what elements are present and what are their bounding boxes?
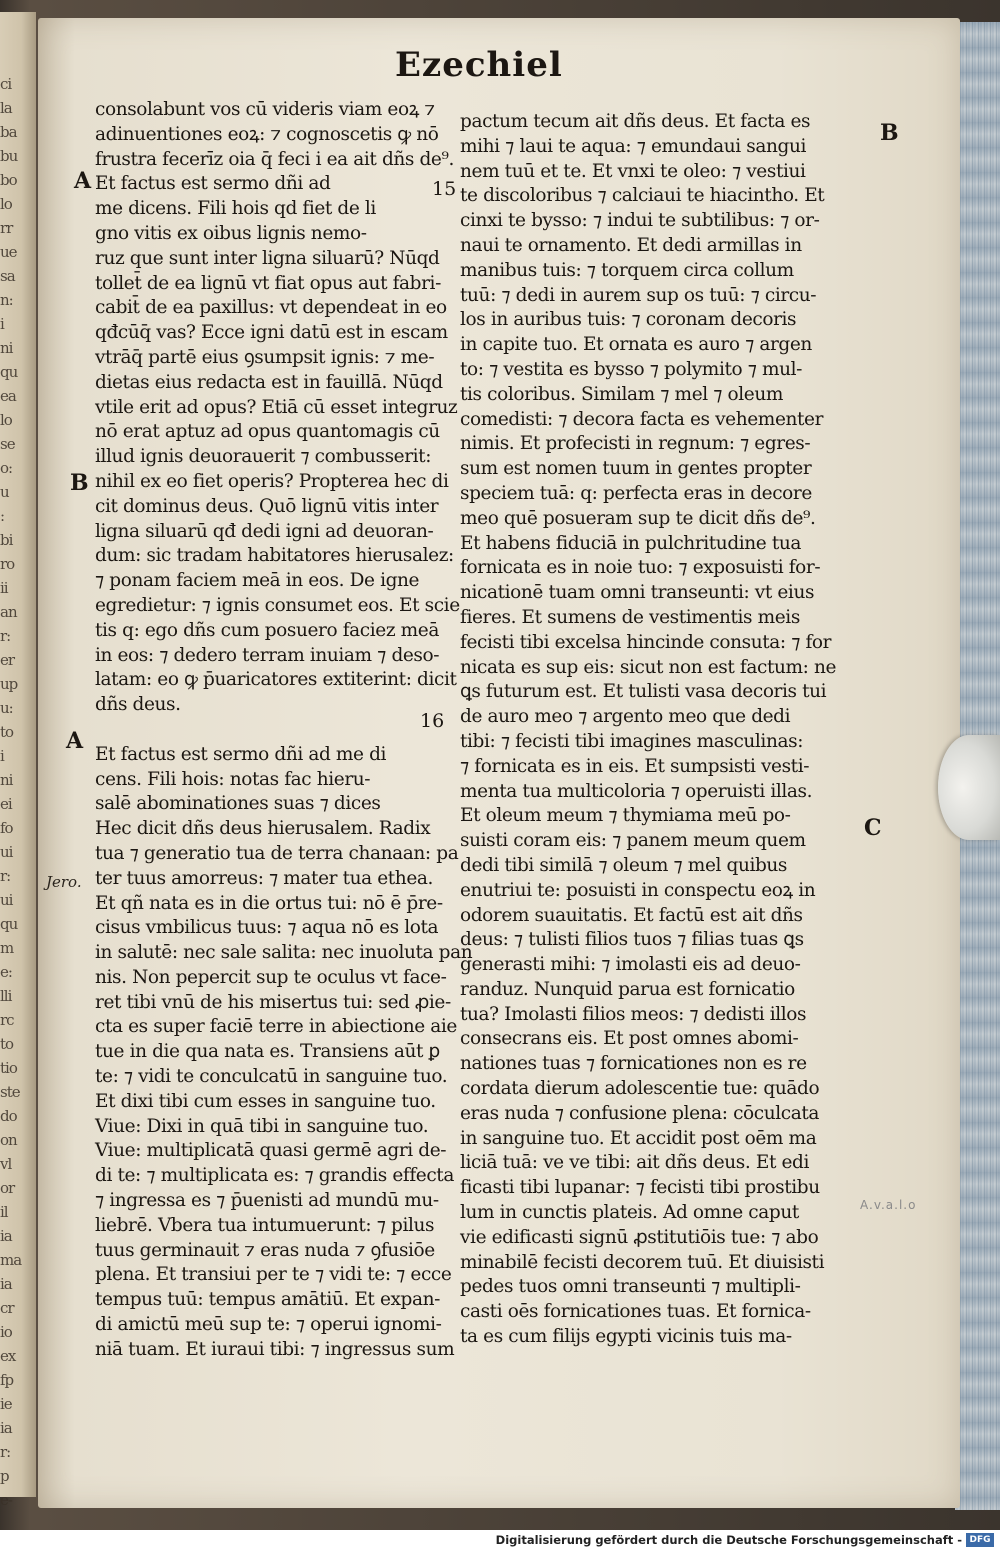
right-column-line: tua? Imolasti filios meos: ⁊ dedisti illos — [460, 1003, 807, 1025]
right-column-line: to: ⁊ vestita es bysso ⁊ polymito ⁊ mul- — [460, 358, 803, 380]
right-column-line: speciem tuā: q: perfecta eras in decore — [460, 482, 812, 504]
right-column-line: vie edificasti signū ꝓstitutiōis tue: ⁊ abo — [460, 1226, 819, 1248]
right-column-line: tuū: ⁊ dedi in aurem sup os tuū: ⁊ circu- — [460, 284, 817, 306]
left-column-line: tis q: ego dñs cum posuero faciez meā — [95, 619, 439, 641]
left-column-line: qđcūq̄ vas? Ecce igni datū est in escam — [95, 322, 448, 344]
right-column-line: in capite tuo. Et ornata es auro ⁊ argen — [460, 334, 812, 356]
left-column-line: tuus germinauit ⁊ eras nuda ⁊ ꝯfusiōe — [95, 1239, 435, 1261]
right-column-line: liciā tuā: ve ve tibi: ait dñs deus. Et edi — [460, 1152, 809, 1174]
footer-credit: Digitalisierung gefördert durch die Deutsche Forschungsgemeinschaft - — [495, 1533, 962, 1547]
left-column-line: illud ignis deuorauerit ⁊ combusserit: — [95, 446, 432, 468]
footer-bar — [0, 1530, 1000, 1551]
chapter-number-16: 16 — [420, 710, 445, 732]
facing-page-fragment: bi — [0, 531, 13, 549]
right-column-line: Et oleum meum ⁊ thymiama meū po- — [460, 805, 791, 827]
facing-page-fragment: m — [0, 939, 14, 957]
facing-page-fragment: tio — [0, 1059, 17, 1077]
left-column-line: ter tuus amorreus: ⁊ mater tua ethea. — [95, 867, 433, 889]
margin-marker-a-2: A — [66, 728, 84, 754]
facing-page-fragment: r: — [0, 1443, 11, 1461]
facing-page-fragment: ba — [0, 123, 17, 141]
left-column-line: Et dixi tibi cum esses in sanguine tuo. — [95, 1090, 436, 1112]
facing-page-fragment: to — [0, 723, 14, 741]
facing-page-fragment: p — [0, 1467, 9, 1485]
running-head: Ezechiel — [395, 45, 563, 85]
left-column-line: liebrē. Vbera tua intumuerunt: ⁊ pilus — [95, 1214, 435, 1236]
facing-page-fragment: or — [0, 1179, 15, 1197]
right-column-line: cinxi te bysso: ⁊ indui te subtilibus: ⁊ or- — [460, 210, 820, 232]
facing-page-fragment: ci — [0, 75, 12, 93]
right-column-line: fornicata es in noie tuo: ⁊ exposuisti for- — [460, 557, 821, 579]
right-column-line: cordata dierum adolescentie tue: quādo — [460, 1078, 820, 1100]
left-column-line: consolabunt vos cū videris viam eoꝝ ⁊ — [95, 99, 435, 120]
facing-page-fragment: bo — [0, 171, 17, 189]
right-column-line: randuz. Nunquid parua est fornicatio — [460, 978, 795, 1000]
right-column-line: in sanguine tuo. Et accidit post oēm ma — [460, 1127, 817, 1149]
right-column-line: fecisti tibi excelsa hincinde consuta: ⁊ for — [460, 631, 832, 653]
facing-page-fragment: up — [0, 675, 18, 693]
margin-marker-c: C — [864, 815, 882, 841]
facing-page-fragment: ia — [0, 1419, 12, 1437]
facing-page-fragment: an — [0, 603, 17, 621]
facing-page-edge — [0, 12, 36, 1509]
facing-page-fragment: i — [0, 747, 4, 765]
left-column-line — [95, 718, 465, 743]
facing-page-fragment: bu — [0, 147, 18, 165]
facing-page-fragment: lli — [0, 987, 12, 1005]
facing-page-fragment: lo — [0, 195, 12, 213]
facing-page-fragment: ex — [0, 1347, 16, 1365]
right-column-line: pedes tuos omni transeunti ⁊ multipli- — [460, 1276, 801, 1298]
right-column-line: dedi tibi similā ⁊ oleum ⁊ mel quibus — [460, 854, 788, 876]
facing-page-fragment: ie — [0, 1395, 12, 1413]
left-column-line: te: ⁊ vidi te conculcatū in sanguine tuo. — [95, 1066, 448, 1088]
facing-page-fragment: vl — [0, 1155, 12, 1173]
right-column-line: naui te ornamento. Et dedi armillas in — [460, 234, 802, 256]
right-column-line: nimis. Et profecisti in regnum: ⁊ egres- — [460, 433, 811, 455]
left-column-line: dietas eius redacta est in fauillā. Nūqd — [95, 371, 443, 393]
left-column-line: nihil ex eo fiet operis? Propterea hec di — [95, 470, 449, 492]
left-column-line: Et qñ nata es in die ortus tui: nō ē p̄re- — [95, 892, 443, 914]
facing-page-fragment: se — [0, 435, 15, 453]
facing-page-fragment: to — [0, 1035, 14, 1053]
facing-page-fragment: ei — [0, 795, 12, 813]
facing-page-fragment: rc — [0, 1011, 14, 1029]
left-column-line: gno vitis ex oibus lignis nemo- — [95, 222, 367, 244]
left-column-line: cens. Fili hois: notas fac hieru- — [95, 768, 371, 790]
facing-page-fragment: on — [0, 1131, 17, 1149]
facing-page-fragment: ui — [0, 843, 13, 861]
left-column-line: ret tibi vnū de his misertus tui: sed ꝓie- — [95, 991, 451, 1013]
right-column-line: menta tua multicoloria ⁊ operuisti illas. — [460, 780, 813, 802]
facing-page-fragment: la — [0, 99, 12, 117]
facing-page-fragment: e: — [0, 963, 12, 981]
facing-page-fragment: ui — [0, 891, 13, 909]
facing-page-fragment: ia — [0, 1275, 12, 1293]
left-column-line: dñs deus. — [95, 694, 181, 716]
facing-page-fragment: do — [0, 1107, 17, 1125]
right-column-line: nicationē tuam omni transeunti: vt eius — [460, 582, 815, 604]
facing-page-fragment: fp — [0, 1371, 14, 1389]
right-text-column — [460, 110, 860, 1350]
right-column-line: minabilē fecisti decorem tuū. Et diuisisti — [460, 1251, 825, 1273]
facing-page-fragment: : — [0, 507, 5, 525]
right-column-line: de auro meo ⁊ argento meo que dedi — [460, 706, 791, 728]
margin-marker-a: A — [74, 168, 92, 194]
right-column-line: lum in cunctis plateis. Ad omne caput — [460, 1202, 799, 1224]
right-column-line: consecrans eis. Et post omnes abomi- — [460, 1028, 799, 1050]
left-column-line: cta es super faciē terre in abiectione aie — [95, 1016, 457, 1038]
left-column-line: cabit̄ de ea paxillus: vt dependeat in eo — [95, 297, 447, 319]
left-column-line: cisus vmbilicus tuus: ⁊ aqua nō es lota — [95, 917, 439, 939]
left-column-line: Hec dicit dñs deus hierusalem. Radix — [95, 818, 431, 840]
right-column-line: Et habens fiduciā in pulchritudine tua — [460, 532, 802, 554]
left-column-line: vtile erit ad opus? Etiā cū esset integruz — [95, 396, 458, 418]
left-column-line: tue in die qua nata es. Transiens aūt ꝑ — [95, 1041, 440, 1063]
right-column-line: ꝗs futurum est. Et tulisti vasa decoris tui — [460, 681, 827, 703]
right-column-line: nationes tuas ⁊ fornicationes non es re — [460, 1053, 807, 1075]
left-column-line: latam: eo ꝙ p̄uaricatores extiterint: dicit — [95, 669, 457, 691]
facing-page-fragment: e- — [0, 1491, 12, 1509]
right-column-line: enutriui te: posuisti in conspectu eoꝝ in — [460, 879, 816, 901]
right-column-line: casti oēs fornicationes tuas. Et fornica- — [460, 1301, 811, 1323]
left-column-line: vtrāq̄ partē eius ꝯsumpsit ignis: ⁊ me- — [95, 346, 435, 368]
facing-page-fragment: ma — [0, 1251, 22, 1269]
right-column-line: nem tuū et te. Et vnxi te oleo: ⁊ vestiui — [460, 160, 806, 182]
right-column-line: generasti mihi: ⁊ imolasti eis ad deuo- — [460, 954, 801, 976]
right-column-line: meo quē posueram sup te dicit dñs de⁹. — [460, 507, 816, 529]
right-column-line: ⁊ fornicata es in eis. Et sumpsisti vesti- — [460, 755, 810, 777]
facing-page-fragment: o: — [0, 459, 13, 477]
left-column-line: di te: ⁊ multiplicata es: ⁊ grandis effecta — [95, 1165, 454, 1187]
right-column-line: los in auribus tuis: ⁊ coronam decoris — [460, 309, 797, 331]
facing-page-fragment: u — [0, 483, 9, 501]
left-column-line: salē abominationes suas ⁊ dices — [95, 793, 381, 815]
left-column-line: tempus tuū: tempus amātiū. Et expan- — [95, 1289, 440, 1311]
facing-page-fragment: io — [0, 1323, 12, 1341]
margin-note-jero: Jero. — [46, 873, 82, 891]
facing-page-text — [0, 72, 30, 1512]
facing-page-fragment: ni — [0, 771, 13, 789]
facing-page-fragment: n: — [0, 291, 13, 309]
left-column-line: ligna siluarū qđ dedi igni ad deuoran- — [95, 520, 434, 542]
left-column-line: in eos: ⁊ dedero terram inuiam ⁊ deso- — [95, 644, 440, 666]
right-column-line: manibus tuis: ⁊ torquem circa collum — [460, 259, 794, 281]
facing-page-fragment: fo — [0, 819, 13, 837]
facing-page-fragment: rr — [0, 219, 13, 237]
facing-page-fragment: ste — [0, 1083, 20, 1101]
right-column-line: te discoloribus ⁊ calciaui te hiacintho. Et — [460, 185, 825, 207]
margin-marker-b: B — [70, 470, 89, 496]
left-text-column — [95, 98, 473, 1363]
facing-page-fragment: ia — [0, 1227, 12, 1245]
left-column-line: niā tuam. Et iuraui tibi: ⁊ ingressus sum — [95, 1338, 455, 1360]
right-column-line: tis coloribus. Similam ⁊ mel ⁊ oleum — [460, 383, 783, 405]
left-column-line: dum: sic tradam habitatores hierusalez: — [95, 545, 454, 567]
book-clasp — [938, 735, 1000, 840]
left-column-line: me dicens. Fili hois qd fiet de li — [95, 198, 376, 220]
right-column-line: eras nuda ⁊ confusione plena: cōculcata — [460, 1102, 820, 1124]
facing-page-fragment: lo — [0, 411, 12, 429]
left-column-line: ruz que sunt inter ligna siluarū? Nūqd — [95, 247, 440, 269]
left-column-line: adinuentiones eoꝝ: ⁊ cognoscetis ꝙ nō — [95, 123, 439, 145]
right-column-line: pactum tecum ait dñs deus. Et facta es — [460, 111, 811, 132]
left-column-line: tollet̄ de ea lignū vt fiat opus aut fabri- — [95, 272, 441, 294]
facing-page-fragment: ii — [0, 579, 8, 597]
right-column-line: fieres. Et sumens de vestimentis meis — [460, 606, 800, 628]
right-column-line: nicata es sup eis: sicut non est factum: ne — [460, 656, 837, 678]
right-column-line: comedisti: ⁊ decora facta es vehementer — [460, 408, 824, 430]
right-column-line: ta es cum filijs egypti vicinis tuis ma- — [460, 1326, 792, 1348]
left-column-line: tua ⁊ generatio tua de terra chanaan: pa — [95, 842, 459, 864]
facing-page-fragment: ro — [0, 555, 15, 573]
left-column-line: Et factus est sermo dñi ad me di — [95, 743, 387, 765]
right-column-line: tibi: ⁊ fecisti tibi imagines masculinas: — [460, 730, 804, 752]
facing-page-fragment: cr — [0, 1299, 14, 1317]
left-column-line: plena. Et transiui per te ⁊ vidi te: ⁊ ecce — [95, 1264, 452, 1286]
right-column-line: deus: ⁊ tulisti filios tuos ⁊ filias tuas ꝗs — [460, 929, 804, 951]
dfg-logo-icon: DFG — [966, 1533, 994, 1547]
facing-page-fragment: ue — [0, 243, 17, 261]
margin-marker-b-right: B — [880, 120, 899, 146]
facing-page-fragment: il — [0, 1203, 8, 1221]
facing-page-fragment: u: — [0, 699, 13, 717]
left-column-line: Et factus est sermo dñi ad — [95, 173, 331, 195]
left-column-line: di amictū meū sup te: ⁊ operui ignomi- — [95, 1314, 442, 1336]
right-column-line: ficasti tibi lupanar: ⁊ fecisti tibi prostibu — [460, 1177, 820, 1199]
right-column-line: suisti coram eis: ⁊ panem meum quem — [460, 830, 806, 852]
facing-page-fragment: qu — [0, 363, 18, 381]
facing-page-fragment: sa — [0, 267, 15, 285]
left-column-line: ⁊ ingressa es ⁊ p̄uenisti ad mundū mu- — [95, 1190, 439, 1212]
facing-page-fragment: er — [0, 651, 15, 669]
facing-page-fragment: r: — [0, 627, 11, 645]
left-column-line: Viue: multiplicatā quasi germē agri de- — [95, 1140, 447, 1162]
chapter-number-15: 15 — [432, 178, 457, 200]
left-column-line: Viue: Dixi in quā tibi in sanguine tuo. — [95, 1115, 429, 1137]
left-column-line: nō erat aptuz ad opus quantomagis cū — [95, 421, 440, 443]
left-column-line: frustra fecerīz oia q̄ feci i ea ait dñs de⁹. — [95, 148, 454, 170]
facing-page-fragment: r: — [0, 867, 11, 885]
facing-page-fragment: i — [0, 315, 4, 333]
left-column-line: cit dominus deus. Quō lignū vitis inter — [95, 495, 439, 517]
right-column-line: mihi ⁊ laui te aqua: ⁊ emundaui sangui — [460, 135, 806, 157]
facing-page-fragment: qu — [0, 915, 18, 933]
left-column-line: in salutē: nec sale salita: nec inuoluta pan — [95, 942, 473, 964]
left-column-line: nis. Non pepercit sup te oculus vt face- — [95, 966, 447, 988]
facing-page-fragment: ea — [0, 387, 16, 405]
left-column-line: ⁊ ponam faciem meā in eos. De igne — [95, 570, 420, 592]
pencil-annotation: A.v.a.l.o — [860, 1198, 917, 1212]
facing-page-fragment: ni — [0, 339, 13, 357]
left-column-line: egredietur: ⁊ ignis consumet eos. Et scie — [95, 594, 460, 616]
right-column-line: odorem suauitatis. Et factū est ait dñs — [460, 904, 803, 926]
right-column-line: sum est nomen tuum in gentes propter — [460, 458, 812, 480]
